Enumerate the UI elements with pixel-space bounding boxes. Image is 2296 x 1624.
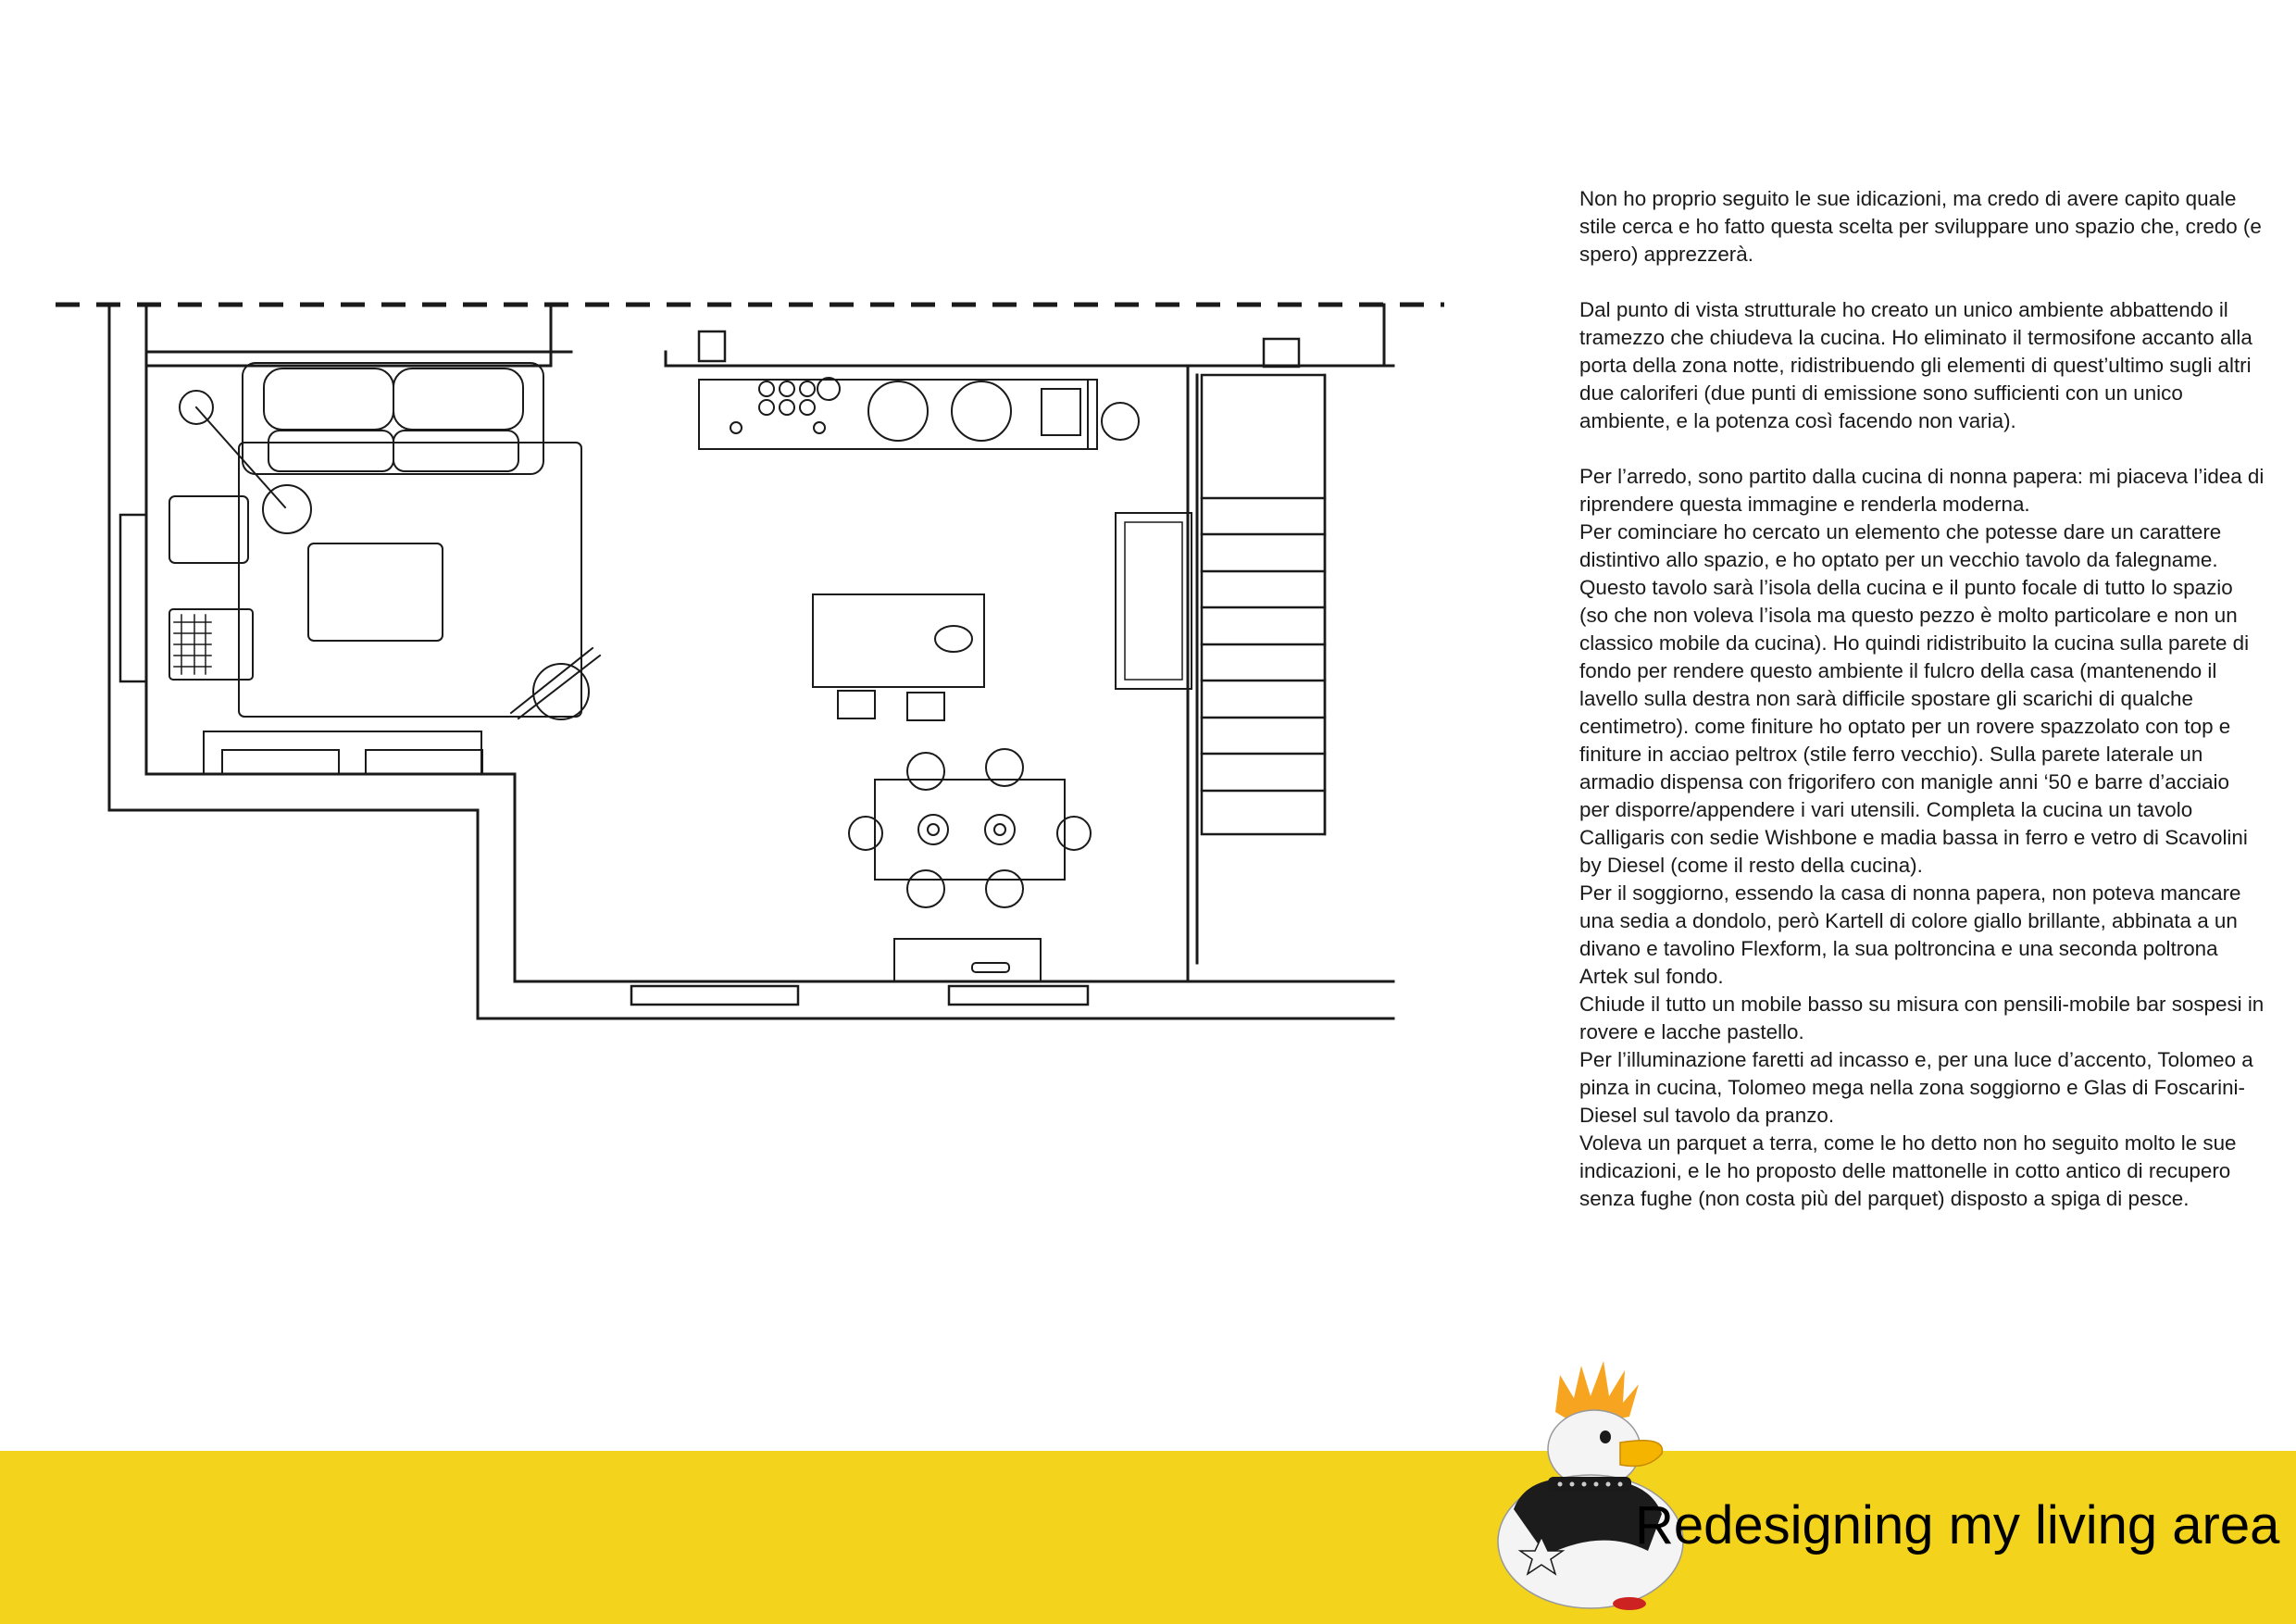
paragraph-flooring: Voleva un parquet a terra, come le ho detto non ho seguito molto le sue indicazioni, e le ho proposto delle mattonelle in cotto antico di recupero senza fughe (non costa più del parquet) disposto a spiga di pesce. [1579, 1131, 2237, 1210]
paragraph-lighting: Per l’illuminazione faretti ad incasso e, per una luce d’accento, Tolomeo a pinza in cucina, Tolomeo mega nella zona soggiorno e Glas di Foscarini-Diesel sul tavolo da pranzo. [1579, 1048, 2253, 1127]
dining-table [849, 749, 1091, 981]
paragraph-furniture: Per l’arredo, sono partito dalla cucina di nonna papera: mi piaceva l’idea di riprendere questa immagine e renderla moderna. Per cominciare ho cercato un elemento che potesse dare un carattere distintivo allo spazio, e ho optato per un vecchio tavolo da falegname. Questo tavolo sarà l’isola della cucina e il punto focale di tutto lo spazio (so che non voleva l’isola ma questo pezzo è molto particolare e non un classico mobile da cucina). Ho quindi ridistribuito la cucina sulla parete di fondo per rendere questo ambiente il fulcro della casa (mantenendo il lavello sulla destra non sarà difficile spostare gli scarichi di qualche centimetro). come finiture ho optato per un rovere spazzolato con top e finiture in acciao peltrox (stile ferro vecchio). Sulla parete laterale un armadio dispensa con frigorifero con manigle anni ‘50 e barre d’acciaio per disporre/appendere i vari utensili. Completa la cucina un tavolo Calligaris con sedie Wishbone e madia bassa in ferro e vetro di Scavolini by Diesel (come il resto della cucina). [1579, 465, 2265, 877]
floor-plan [0, 0, 1444, 1046]
page-title: Redesigning my living area [1635, 1495, 2280, 1555]
kitchen-counter [699, 378, 1139, 449]
paragraph-closing: Chiude il tutto un mobile basso su misura con pensili-mobile bar sospesi in rovere e lacche pastello. [1579, 993, 2265, 1043]
paragraph-living: Per il soggiorno, essendo la casa di nonna papera, non poteva mancare una sedia a dondolo, però Kartell di colore giallo brillante, abbinata a un divano e tavolino Flexform, la sua poltroncina e una seconda poltrona Artek sul fondo. [1579, 881, 2241, 988]
design-description [1579, 185, 2265, 1213]
sideboard [204, 731, 481, 774]
paragraph-intro: Non ho proprio seguito le sue idicazioni, ma credo di avere capito quale stile cerca e ho fatto questa scelta per sviluppare uno spazio che, credo (e spero) apprezzerà. [1579, 187, 2262, 266]
low-cupboard [894, 939, 1041, 981]
coffee-table [308, 543, 443, 641]
living-area [169, 363, 600, 774]
pantry-cabinet [1116, 513, 1192, 689]
rug [239, 443, 581, 717]
duck-beak [1620, 1441, 1662, 1467]
kitchen-island [813, 594, 984, 720]
staircase [1202, 375, 1325, 834]
floor-lamp-shade [263, 485, 311, 533]
paragraph-structure: Dal punto di vista strutturale ho creato un unico ambiente abbattendo il tramezzo che chiudeva la cucina. Ho eliminato il termosifone accanto alla porta della zona notte, ridistribuendo gli elementi di quest’ultimo sugli altri due caloriferi (due punti di emissione sono sufficienti con un unico ambiente, e la potenza così facendo non varia). [1579, 298, 2252, 432]
sink [1042, 389, 1080, 435]
armchair-left [169, 496, 248, 563]
